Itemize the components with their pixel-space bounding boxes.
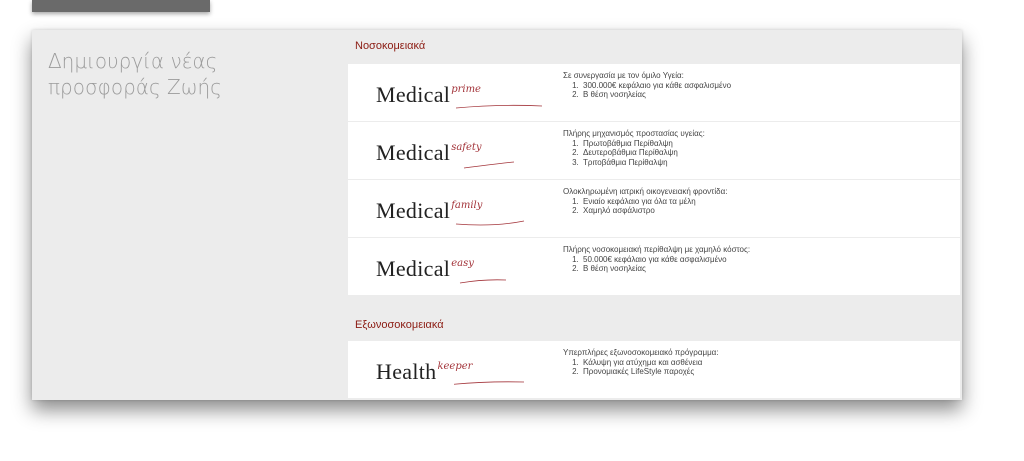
page-title-line-1: Δημιουργία νέας bbox=[48, 49, 218, 73]
product-card-medical-family[interactable] bbox=[348, 180, 960, 238]
medical-prime-logo bbox=[376, 72, 481, 112]
product-description bbox=[563, 71, 731, 100]
product-point: 1. 300.000€ κεφάλαιο για κάθε ασφαλισμένο bbox=[581, 81, 731, 91]
medical-safety-logo bbox=[376, 130, 482, 170]
logo-swash-icon bbox=[454, 160, 544, 170]
product-point: 1. 50.000€ κεφάλαιο για κάθε ασφαλισμένο bbox=[581, 255, 750, 265]
logo-main-text: Medical bbox=[376, 140, 451, 165]
product-point: 2. Χαμηλό ασφάλιστρο bbox=[581, 206, 727, 216]
product-point: 2. Β θέση νοσηλείας bbox=[581, 264, 750, 274]
product-intro: Σε συνεργασία με τον όμιλο Υγεία: bbox=[563, 71, 684, 80]
product-intro: Πλήρης νοσοκομειακή περίθαλψη με χαμηλό κόστος: bbox=[563, 245, 751, 254]
product-card-medical-safety[interactable] bbox=[348, 122, 960, 180]
section-label-outpatient: Εξωνοσοκομειακά bbox=[355, 319, 444, 331]
health-keeper-logo bbox=[376, 349, 472, 389]
product-description bbox=[563, 129, 705, 167]
logo-script-text: easy bbox=[451, 258, 474, 269]
logo-script-text: family bbox=[451, 200, 483, 211]
product-intro: Υπερπλήρες εξωνοσοκομειακό πρόγραμμα: bbox=[563, 348, 719, 357]
logo-main-text: Health bbox=[376, 359, 437, 384]
product-intro: Πλήρης μηχανισμός προστασίας υγείας: bbox=[563, 129, 705, 138]
product-card-medical-easy[interactable] bbox=[348, 238, 960, 295]
product-point: 1. Ενιαίο κεφάλαιο για όλα τα μέλη bbox=[581, 197, 727, 207]
product-card-health-keeper[interactable] bbox=[348, 341, 960, 398]
logo-main-text: Medical bbox=[376, 82, 451, 107]
product-description bbox=[563, 348, 719, 377]
logo-swash-icon bbox=[454, 102, 544, 112]
product-point: 2. Δευτεροβάθμια Περίθαλψη bbox=[581, 148, 705, 158]
outpatient-product-list bbox=[348, 341, 960, 398]
logo-script-text: prime bbox=[451, 84, 481, 95]
logo-swash-icon bbox=[454, 276, 544, 286]
product-description bbox=[563, 245, 750, 274]
section-label-hospital: Νοσοκομειακά bbox=[355, 40, 426, 52]
logo-script-text: safety bbox=[451, 142, 482, 153]
product-intro: Ολοκληρωμένη ιατρική οικογενειακή φροντίδα: bbox=[563, 187, 728, 196]
medical-family-logo bbox=[376, 188, 482, 228]
product-card-medical-prime[interactable] bbox=[348, 64, 960, 122]
product-point: 2. Β θέση νοσηλείας bbox=[581, 90, 731, 100]
logo-script-text: keeper bbox=[437, 361, 473, 372]
logo-main-text: Medical bbox=[376, 198, 451, 223]
product-point: 2. Προνομιακές LifeStyle παροχές bbox=[581, 367, 719, 377]
offer-panel bbox=[32, 30, 962, 400]
hospital-product-list bbox=[348, 64, 960, 295]
product-point: 1. Κάλυψη για ατύχημα και ασθένεια bbox=[581, 358, 719, 368]
logo-swash-icon bbox=[454, 379, 544, 389]
logo-swash-icon bbox=[454, 218, 544, 228]
product-description bbox=[563, 187, 727, 216]
page-title bbox=[48, 48, 328, 100]
product-point: 3. Τριτοβάθμια Περίθαλψη bbox=[581, 158, 705, 168]
product-point: 1. Πρωτοβάθμια Περίθαλψη bbox=[581, 139, 705, 149]
top-tab bbox=[32, 0, 210, 12]
medical-easy-logo bbox=[376, 246, 474, 286]
page-title-line-2: προσφοράς Ζωής bbox=[48, 75, 222, 99]
logo-main-text: Medical bbox=[376, 256, 451, 281]
